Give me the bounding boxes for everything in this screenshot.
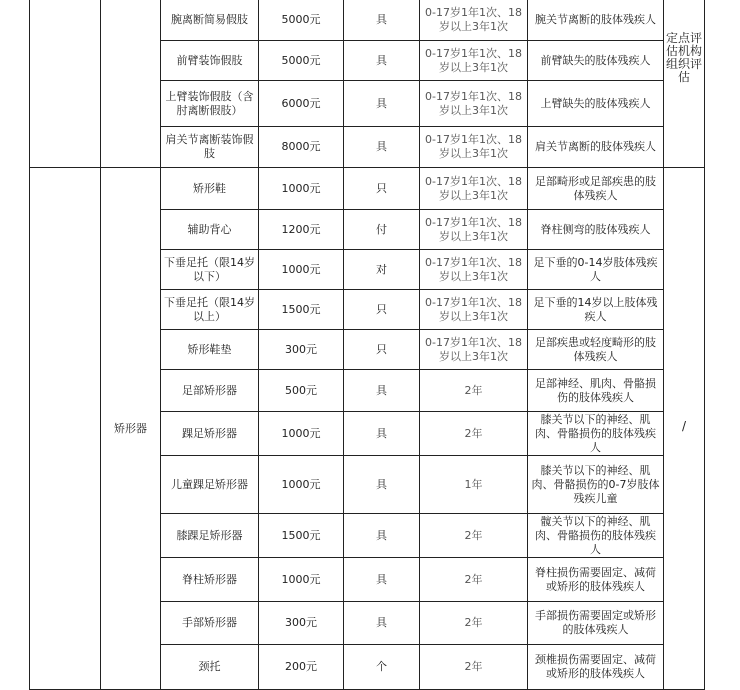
item-target: 足部神经、肌肉、骨骼损伤的肢体残疾人 bbox=[528, 370, 664, 412]
table-row bbox=[30, 168, 705, 210]
item-price: 1000元 bbox=[259, 558, 344, 602]
item-name: 颈托 bbox=[161, 645, 259, 690]
item-target: 膝关节以下的神经、肌肉、骨骼损伤的肢体残疾人 bbox=[528, 412, 664, 456]
item-frequency: 0-17岁1年1次、18岁以上3年1次 bbox=[420, 81, 528, 127]
item-unit: 具 bbox=[344, 41, 420, 81]
item-unit: 只 bbox=[344, 290, 420, 330]
item-name: 手部矫形器 bbox=[161, 602, 259, 645]
item-target: 脊柱损伤需要固定、减荷或矫形的肢体残疾人 bbox=[528, 558, 664, 602]
item-target: 足下垂的14岁以上肢体残疾人 bbox=[528, 290, 664, 330]
category-cell: 矫形器 bbox=[101, 168, 161, 690]
item-name: 肩关节离断装饰假肢 bbox=[161, 127, 259, 168]
item-unit: 具 bbox=[344, 558, 420, 602]
category-cell bbox=[101, 0, 161, 168]
item-price: 1500元 bbox=[259, 290, 344, 330]
item-target: 足下垂的0-14岁肢体残疾人 bbox=[528, 250, 664, 290]
item-price: 1000元 bbox=[259, 456, 344, 514]
assessment-cell: 定点评估机构组织评估 bbox=[664, 0, 705, 168]
item-target: 上臂缺失的肢体残疾人 bbox=[528, 81, 664, 127]
item-price: 200元 bbox=[259, 645, 344, 690]
item-unit: 对 bbox=[344, 250, 420, 290]
item-frequency: 2年 bbox=[420, 514, 528, 558]
item-target: 前臂缺失的肢体残疾人 bbox=[528, 41, 664, 81]
item-unit: 个 bbox=[344, 645, 420, 690]
item-target: 足部疾患或轻度畸形的肢体残疾人 bbox=[528, 330, 664, 370]
item-unit: 具 bbox=[344, 370, 420, 412]
item-frequency: 0-17岁1年1次、18岁以上3年1次 bbox=[420, 330, 528, 370]
item-frequency: 0-17岁1年1次、18岁以上3年1次 bbox=[420, 127, 528, 168]
item-name: 下垂足托（限14岁以上） bbox=[161, 290, 259, 330]
subsidy-table bbox=[29, 0, 705, 690]
blank-cell bbox=[30, 0, 101, 168]
item-name: 前臂装饰假肢 bbox=[161, 41, 259, 81]
item-price: 1000元 bbox=[259, 412, 344, 456]
item-target: 腕关节离断的肢体残疾人 bbox=[528, 0, 664, 41]
item-name: 下垂足托（限14岁以下） bbox=[161, 250, 259, 290]
item-unit: 具 bbox=[344, 412, 420, 456]
item-name: 矫形鞋 bbox=[161, 168, 259, 210]
item-price: 5000元 bbox=[259, 41, 344, 81]
item-unit: 只 bbox=[344, 168, 420, 210]
item-price: 6000元 bbox=[259, 81, 344, 127]
item-target: 足部畸形或足部疾患的肢体残疾人 bbox=[528, 168, 664, 210]
item-name: 膝踝足矫形器 bbox=[161, 514, 259, 558]
item-frequency: 0-17岁1年1次、18岁以上3年1次 bbox=[420, 210, 528, 250]
item-name: 腕离断简易假肢 bbox=[161, 0, 259, 41]
item-unit: 具 bbox=[344, 514, 420, 558]
item-unit: 具 bbox=[344, 81, 420, 127]
item-price: 1000元 bbox=[259, 250, 344, 290]
item-price: 300元 bbox=[259, 602, 344, 645]
item-unit: 付 bbox=[344, 210, 420, 250]
item-name: 辅助背心 bbox=[161, 210, 259, 250]
item-frequency: 2年 bbox=[420, 370, 528, 412]
item-target: 膝关节以下的神经、肌肉、骨骼损伤的0-7岁肢体残疾儿童 bbox=[528, 456, 664, 514]
item-name: 踝足矫形器 bbox=[161, 412, 259, 456]
item-frequency: 2年 bbox=[420, 412, 528, 456]
item-frequency: 2年 bbox=[420, 645, 528, 690]
item-price: 1000元 bbox=[259, 168, 344, 210]
item-unit: 具 bbox=[344, 456, 420, 514]
item-price: 300元 bbox=[259, 330, 344, 370]
item-target: 脊柱侧弯的肢体残疾人 bbox=[528, 210, 664, 250]
item-target: 髋关节以下的神经、肌肉、骨骼损伤的肢体残疾人 bbox=[528, 514, 664, 558]
item-price: 8000元 bbox=[259, 127, 344, 168]
item-name: 矫形鞋垫 bbox=[161, 330, 259, 370]
assessment-cell: / bbox=[664, 168, 705, 690]
item-frequency: 0-17岁1年1次、18岁以上3年1次 bbox=[420, 41, 528, 81]
item-frequency: 2年 bbox=[420, 558, 528, 602]
item-target: 肩关节离断的肢体残疾人 bbox=[528, 127, 664, 168]
item-price: 1500元 bbox=[259, 514, 344, 558]
item-name: 足部矫形器 bbox=[161, 370, 259, 412]
item-frequency: 0-17岁1年1次、18岁以上3年1次 bbox=[420, 290, 528, 330]
table-row bbox=[30, 0, 705, 41]
item-unit: 具 bbox=[344, 0, 420, 41]
item-frequency: 2年 bbox=[420, 602, 528, 645]
item-unit: 具 bbox=[344, 127, 420, 168]
blank-cell bbox=[30, 168, 101, 690]
item-name: 儿童踝足矫形器 bbox=[161, 456, 259, 514]
item-frequency: 0-17岁1年1次、18岁以上3年1次 bbox=[420, 0, 528, 41]
item-unit: 具 bbox=[344, 602, 420, 645]
item-frequency: 1年 bbox=[420, 456, 528, 514]
item-price: 500元 bbox=[259, 370, 344, 412]
item-price: 1200元 bbox=[259, 210, 344, 250]
item-unit: 只 bbox=[344, 330, 420, 370]
item-name: 脊柱矫形器 bbox=[161, 558, 259, 602]
item-target: 手部损伤需要固定或矫形的肢体残疾人 bbox=[528, 602, 664, 645]
item-price: 5000元 bbox=[259, 0, 344, 41]
item-frequency: 0-17岁1年1次、18岁以上3年1次 bbox=[420, 168, 528, 210]
item-frequency: 0-17岁1年1次、18岁以上3年1次 bbox=[420, 250, 528, 290]
item-target: 颈椎损伤需要固定、减荷或矫形的肢体残疾人 bbox=[528, 645, 664, 690]
item-name: 上臂装饰假肢（含肘离断假肢） bbox=[161, 81, 259, 127]
